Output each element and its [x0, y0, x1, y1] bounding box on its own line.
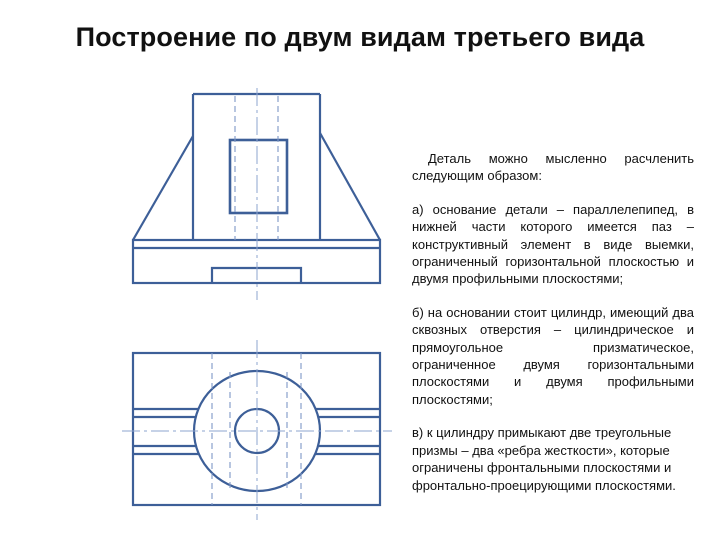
- rib-right-slope: [320, 133, 380, 240]
- paragraph-intro: Деталь можно мысленно расчленить следующим образом:: [412, 151, 694, 184]
- rib-left-slope: [133, 136, 193, 240]
- paragraph-base: а) основание детали – параллелепипед, в нижней части которого имеется паз – конструктивный элемент в виде выемки, ограниченный горизонтальной плоскостью и двумя профильными плоскостями;: [412, 201, 694, 287]
- paragraph-cylinder: б) на основании стоит цилиндр, имеющий два сквозных отверстия – цилиндрическое и прямоугольное призматическое, ограниченное двумя горизонтальными плоскостями и двумя профильными плоскостями;: [412, 304, 694, 407]
- description-text: [412, 150, 694, 510]
- paragraph-ribs: в) к цилиндру примыкают две треугольные призмы – два «ребра жесткости», которые ограничены фронтальными плоскостями и фронтально-проецирующими плоскостями.: [412, 425, 676, 493]
- top-view-center-lines: [122, 340, 392, 520]
- slide-title: Построение по двум видам третьего вида: [75, 22, 645, 52]
